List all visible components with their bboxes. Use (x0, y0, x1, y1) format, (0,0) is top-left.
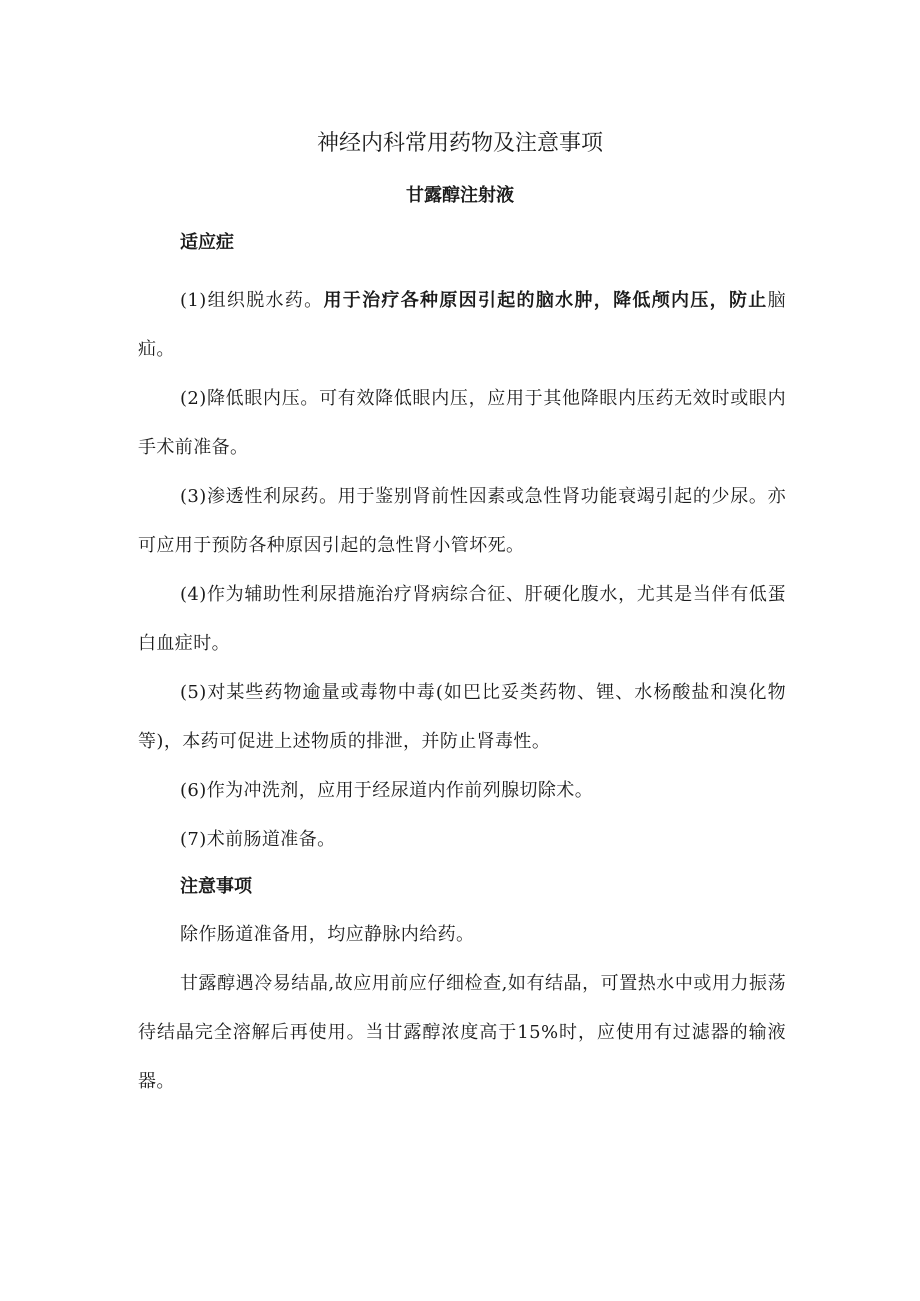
drug-name-subtitle: 甘露醇注射液 (406, 185, 514, 206)
precaution-item-2: 甘露醇遇冷易结晶,故应用前应仔细检查,如有结晶，可置热水中或用力振荡待结晶完全溶解后再使用。当甘露醇浓度高于15%时，应使用有过滤器的输液器。 (138, 973, 786, 1092)
indication-item-1-tail: 脑疝。 (138, 290, 786, 360)
indication-item-1 (138, 276, 786, 374)
indication-item-7: (7)术前肠道准备。 (180, 829, 336, 850)
indications-heading: 适应症 (180, 232, 234, 253)
document-body (138, 228, 786, 1106)
indication-item-1-bold: 用于治疗各种原因引起的脑水肿，降低颅内压，防止 (323, 290, 768, 311)
indication-item-5: (5)对某些药物逾量或毒物中毒(如巴比妥类药物、锂、水杨酸盐和溴化物等)，本药可促进上述物质的排泄，并防止肾毒性。 (138, 682, 786, 752)
page-title: 神经内科常用药物及注意事项 (316, 131, 603, 156)
precautions-heading: 注意事项 (180, 876, 252, 897)
indication-item-6: (6)作为冲洗剂，应用于经尿道内作前列腺切除术。 (180, 780, 594, 801)
precaution-item-1: 除作肠道准备用，均应静脉内给药。 (180, 924, 475, 945)
indication-item-3: (3)渗透性利尿药。用于鉴别肾前性因素或急性肾功能衰竭引起的少尿。亦可应用于预防各种原因引起的急性肾小管坏死。 (138, 486, 786, 556)
indication-item-1-plain: (1)组织脱水药。 (180, 290, 324, 311)
indication-item-2: (2)降低眼内压。可有效降低眼内压，应用于其他降眼内压药无效时或眼内手术前准备。 (138, 388, 786, 458)
indication-item-4: (4)作为辅助性利尿措施治疗肾病综合征、肝硬化腹水，尤其是当伴有低蛋白血症时。 (138, 584, 786, 654)
